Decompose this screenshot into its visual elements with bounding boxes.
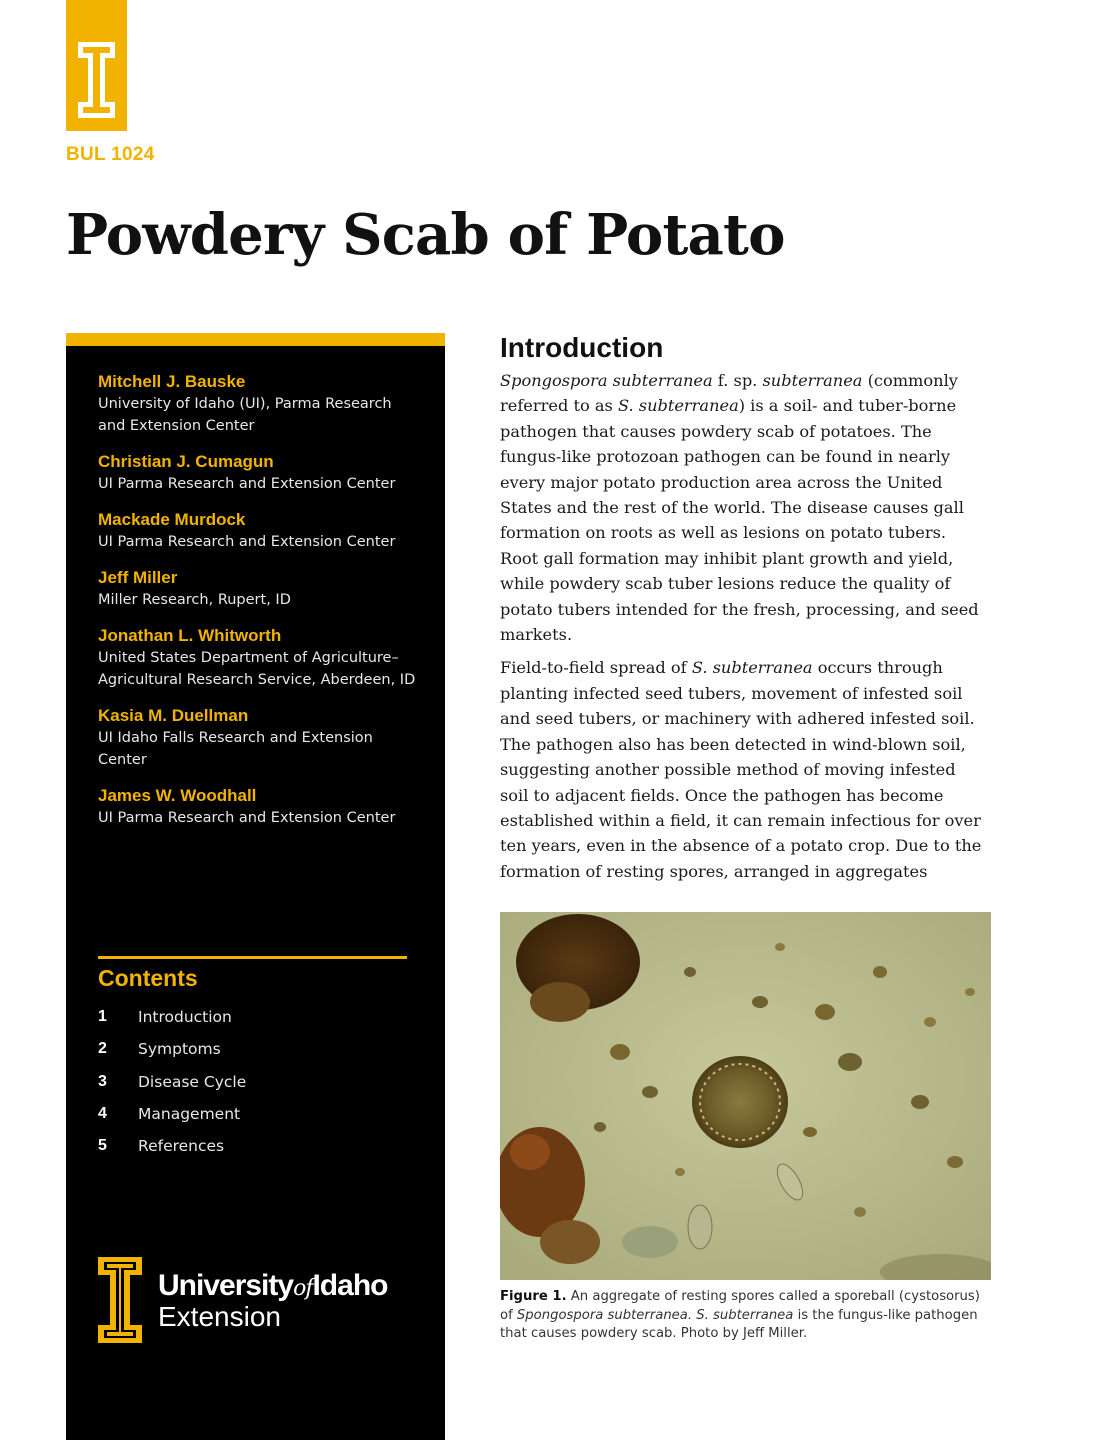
toc-number: 2 (98, 1040, 107, 1058)
university-i-logo-icon (76, 40, 117, 120)
logo-text-extension: Extension (158, 1301, 281, 1332)
author-entry (98, 567, 418, 611)
caption-text: is the fungus-like pathogen that causes powdery scab. Photo by Jeff Miller. (500, 1307, 978, 1341)
text-run: occurs through planting infected seed tubers, movement of infested soil and seed tubers, or machinery with adhered infested soil. The pathogen also has been detected in wind-blown soil, suggesting another possible method of moving infested soil to adjacent fields. Once the pathogen has become established within a field, it can remain infectious for over ten years, even in the absence of a potato crop. Due to the formation of resting spores, arranged in aggregates (500, 658, 982, 881)
author-name: Christian J. Cumagun (98, 452, 274, 471)
author-entry (98, 705, 418, 771)
species-name: S. subterranea (617, 396, 739, 416)
intro-paragraph-1 (500, 368, 982, 647)
author-entry (98, 451, 418, 495)
author-affiliation: Miller Research, Rupert, ID (98, 592, 291, 608)
author-affiliation: United States Department of Agriculture–Agricultural Research Service, Aberdeen, ID (98, 650, 416, 688)
author-affiliation: UI Parma Research and Extension Center (98, 534, 396, 550)
toc-number: 1 (98, 1008, 107, 1026)
toc-label: References (138, 1137, 225, 1156)
introduction-heading: Introduction (500, 332, 664, 363)
toc-item-disease-cycle[interactable] (98, 1066, 398, 1098)
toc-number: 4 (98, 1105, 107, 1123)
author-affiliation: UI Parma Research and Extension Center (98, 476, 396, 492)
toc-item-symptoms[interactable] (98, 1033, 398, 1065)
author-entry (98, 625, 418, 691)
text-run: ) is a soil- and tuber-borne pathogen that causes powdery scab of potatoes. The fungus-like protozoan pathogen can be found in nearly every major potato production area across the United States and the rest of the world. The disease causes gall formation on roots as well as lesions on potato tubers. Root gall formation may inhibit plant growth and yield, while powdery scab tuber lesions reduce the quality of potato tubers intended for the fresh, processing, and seed markets. (500, 396, 979, 645)
caption-species: Spongospora subterranea. S. subterranea (516, 1307, 794, 1323)
species-name: S. subterranea (691, 658, 813, 678)
logo-text-idaho: Idaho (312, 1269, 388, 1302)
caption-text: An aggregate of resting spores called a sporeball (cystosorus) of (500, 1289, 980, 1323)
text-run: (commonly referred to as (500, 371, 958, 416)
author-entry (98, 509, 418, 553)
author-name: Jeff Miller (98, 568, 178, 587)
university-i-mark-icon (98, 1257, 142, 1343)
figure-1-caption (500, 1288, 995, 1344)
introduction-body (500, 368, 982, 892)
intro-paragraph-2 (500, 655, 982, 884)
sidebar (66, 333, 445, 1440)
toc-number: 3 (98, 1072, 107, 1090)
toc-item-management[interactable] (98, 1098, 398, 1130)
author-name: Jonathan L. Whitworth (98, 626, 282, 645)
sporeball-micrograph-image (500, 912, 991, 1280)
species-name: subterranea (762, 371, 863, 390)
university-logo-tab (66, 0, 127, 131)
bulletin-number: BUL 1024 (66, 144, 155, 165)
toc-number: 5 (98, 1137, 107, 1155)
logo-text-of: of (293, 1276, 313, 1301)
contents-heading: Contents (98, 965, 198, 991)
author-affiliation: UI Idaho Falls Research and Extension Center (98, 730, 373, 768)
contents-divider (98, 956, 407, 959)
text-run: f. sp. (712, 371, 763, 390)
toc-item-references[interactable] (98, 1130, 398, 1162)
page-title: Powdery Scab of Potato (66, 202, 785, 268)
author-name: Kasia M. Duellman (98, 706, 249, 725)
toc-label: Disease Cycle (138, 1072, 247, 1091)
toc-label: Management (138, 1105, 241, 1124)
species-name: Spongospora subterranea (500, 371, 713, 390)
toc-label: Introduction (138, 1008, 232, 1027)
logo-wordmark-line1 (158, 1269, 387, 1303)
text-run: Field-to-field spread of (500, 658, 692, 678)
author-name: James W. Woodhall (98, 786, 257, 805)
author-affiliation: University of Idaho (UI), Parma Research and Extension Center (98, 396, 392, 434)
figure-label: Figure 1. (500, 1289, 567, 1304)
toc-label: Symptoms (138, 1040, 221, 1059)
author-entry (98, 371, 418, 437)
university-extension-logo (98, 1257, 418, 1343)
author-name: Mackade Murdock (98, 510, 246, 529)
toc-item-introduction[interactable] (98, 1001, 398, 1033)
author-affiliation: UI Parma Research and Extension Center (98, 810, 396, 826)
figure-1-photo (500, 912, 991, 1280)
logo-text-university: University (158, 1269, 294, 1302)
table-of-contents (98, 1001, 398, 1162)
author-list (98, 371, 418, 843)
sidebar-accent-bar (66, 333, 445, 346)
author-name: Mitchell J. Bauske (98, 372, 246, 391)
author-entry (98, 785, 418, 829)
